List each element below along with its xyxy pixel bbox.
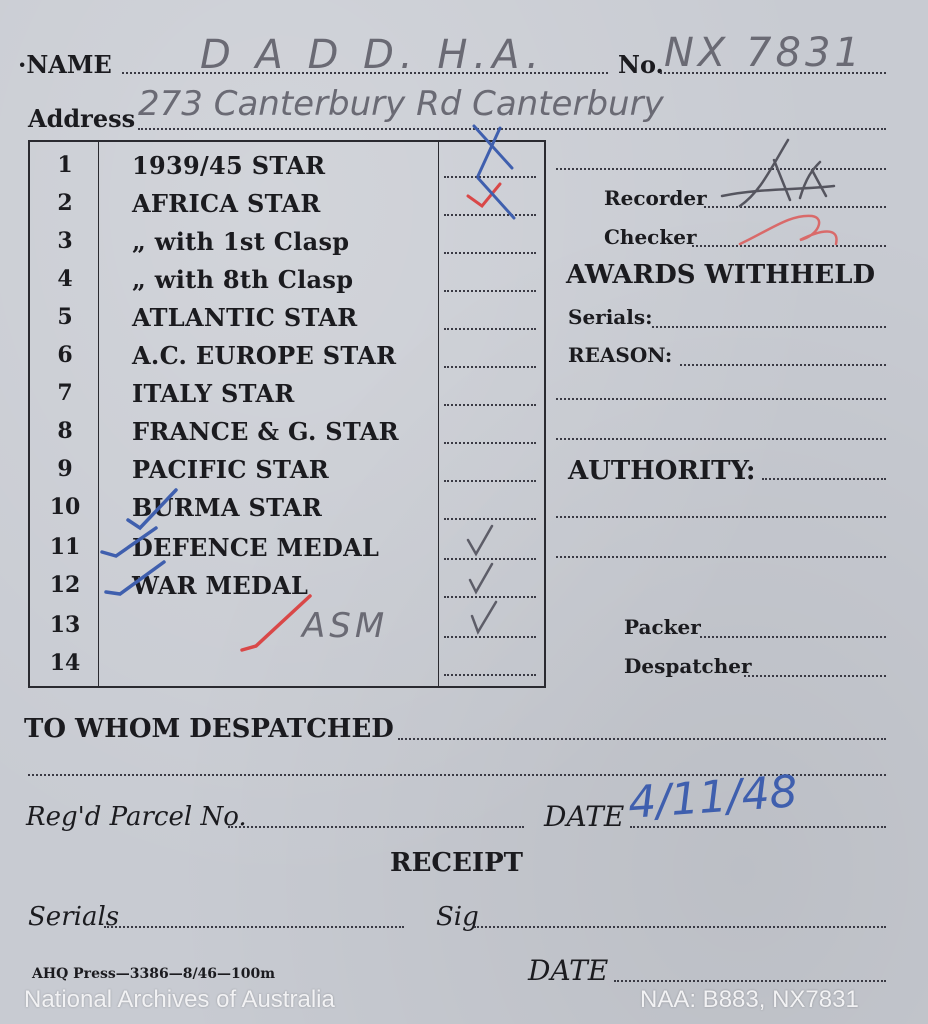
medal-row-number: 6	[57, 342, 73, 368]
pencil-check-row13	[472, 602, 496, 632]
checker-label: Checker	[604, 225, 697, 249]
date-value: 4/11/48	[626, 766, 800, 829]
watermark-left: National Archives of Australia	[24, 986, 335, 1013]
medal-row-label: PACIFIC STAR	[132, 455, 330, 484]
medal-row-number: 3	[57, 228, 73, 254]
medal-row-label: FRANCE & G. STAR	[132, 417, 399, 446]
watermark-right: NAA: B883, NX7831	[640, 986, 859, 1013]
medal-row-number: 14	[49, 650, 81, 676]
no-label: No.	[618, 50, 664, 79]
medal-row-label: ATLANTIC STAR	[132, 303, 358, 332]
to-whom-label: TO WHOM DESPATCHED	[24, 714, 394, 744]
medal-row-number: 2	[57, 190, 73, 216]
recorder-signature	[722, 140, 834, 206]
packer-label: Packer	[624, 615, 701, 639]
medal-row-number: 11	[49, 534, 81, 560]
medal-row-number: 9	[57, 456, 73, 482]
blue-cross-mark	[474, 126, 512, 176]
medal-row-number: 5	[57, 304, 73, 330]
regd-parcel-label: Reg'd Parcel No.	[26, 802, 247, 832]
red-check-row13	[242, 596, 310, 650]
blue-check-row11	[102, 528, 156, 556]
medal-row-label: DEFENCE MEDAL	[132, 533, 380, 562]
blue-check-row12	[106, 562, 164, 594]
awards-withheld-label: AWARDS WITHHELD	[566, 260, 876, 290]
medal-row-label: „ with 1st Clasp	[132, 227, 350, 256]
pencil-check-row11	[468, 526, 492, 554]
reason-label: REASON:	[568, 343, 673, 367]
serials-label: Serials:	[568, 305, 653, 329]
medal-row-label: AFRICA STAR	[132, 189, 321, 218]
address-label: Address	[28, 104, 136, 133]
medal-row-label: BURMA STAR	[132, 493, 323, 522]
medal-row-number: 13	[49, 612, 81, 638]
medal-row-number: 7	[57, 380, 73, 406]
medal-row-number: 1	[57, 152, 73, 178]
recorder-label: Recorder	[604, 186, 707, 210]
blue-check-row10	[128, 490, 176, 528]
medal-row-label: 1939/45 STAR	[132, 151, 326, 180]
serials-label-2: Serials	[28, 902, 120, 932]
checker-signature	[740, 216, 837, 244]
authority-label: AUTHORITY:	[568, 456, 756, 486]
press-line: AHQ Press—3386—8/46—100m	[32, 966, 276, 982]
medal-row-label: WAR MEDAL	[132, 571, 309, 600]
medal-row-number: 12	[49, 572, 81, 598]
row13-handwritten: ASM	[302, 606, 389, 646]
date-label-2: DATE	[528, 954, 609, 987]
despatcher-label: Despatcher	[624, 654, 752, 678]
medal-row-number: 10	[49, 494, 81, 520]
medal-row-label: A.C. EUROPE STAR	[132, 341, 397, 370]
medal-row-number: 4	[57, 266, 73, 292]
name-label: ·NAME	[18, 50, 112, 79]
no-value: NX 7831	[664, 30, 864, 76]
medal-row-label: „ with 8th Clasp	[132, 265, 354, 294]
address-value: 273 Canterbury Rd Canterbury	[138, 84, 664, 124]
medal-row-label: ITALY STAR	[132, 379, 295, 408]
medal-row-number: 8	[57, 418, 73, 444]
blue-cross-mark-row2	[478, 178, 514, 218]
pencil-check-row12	[470, 564, 492, 592]
receipt-label: RECEIPT	[390, 848, 523, 878]
name-value: D A D D. H.A.	[200, 32, 545, 78]
sig-label: Sig	[436, 902, 479, 932]
date-label: DATE	[544, 800, 625, 833]
